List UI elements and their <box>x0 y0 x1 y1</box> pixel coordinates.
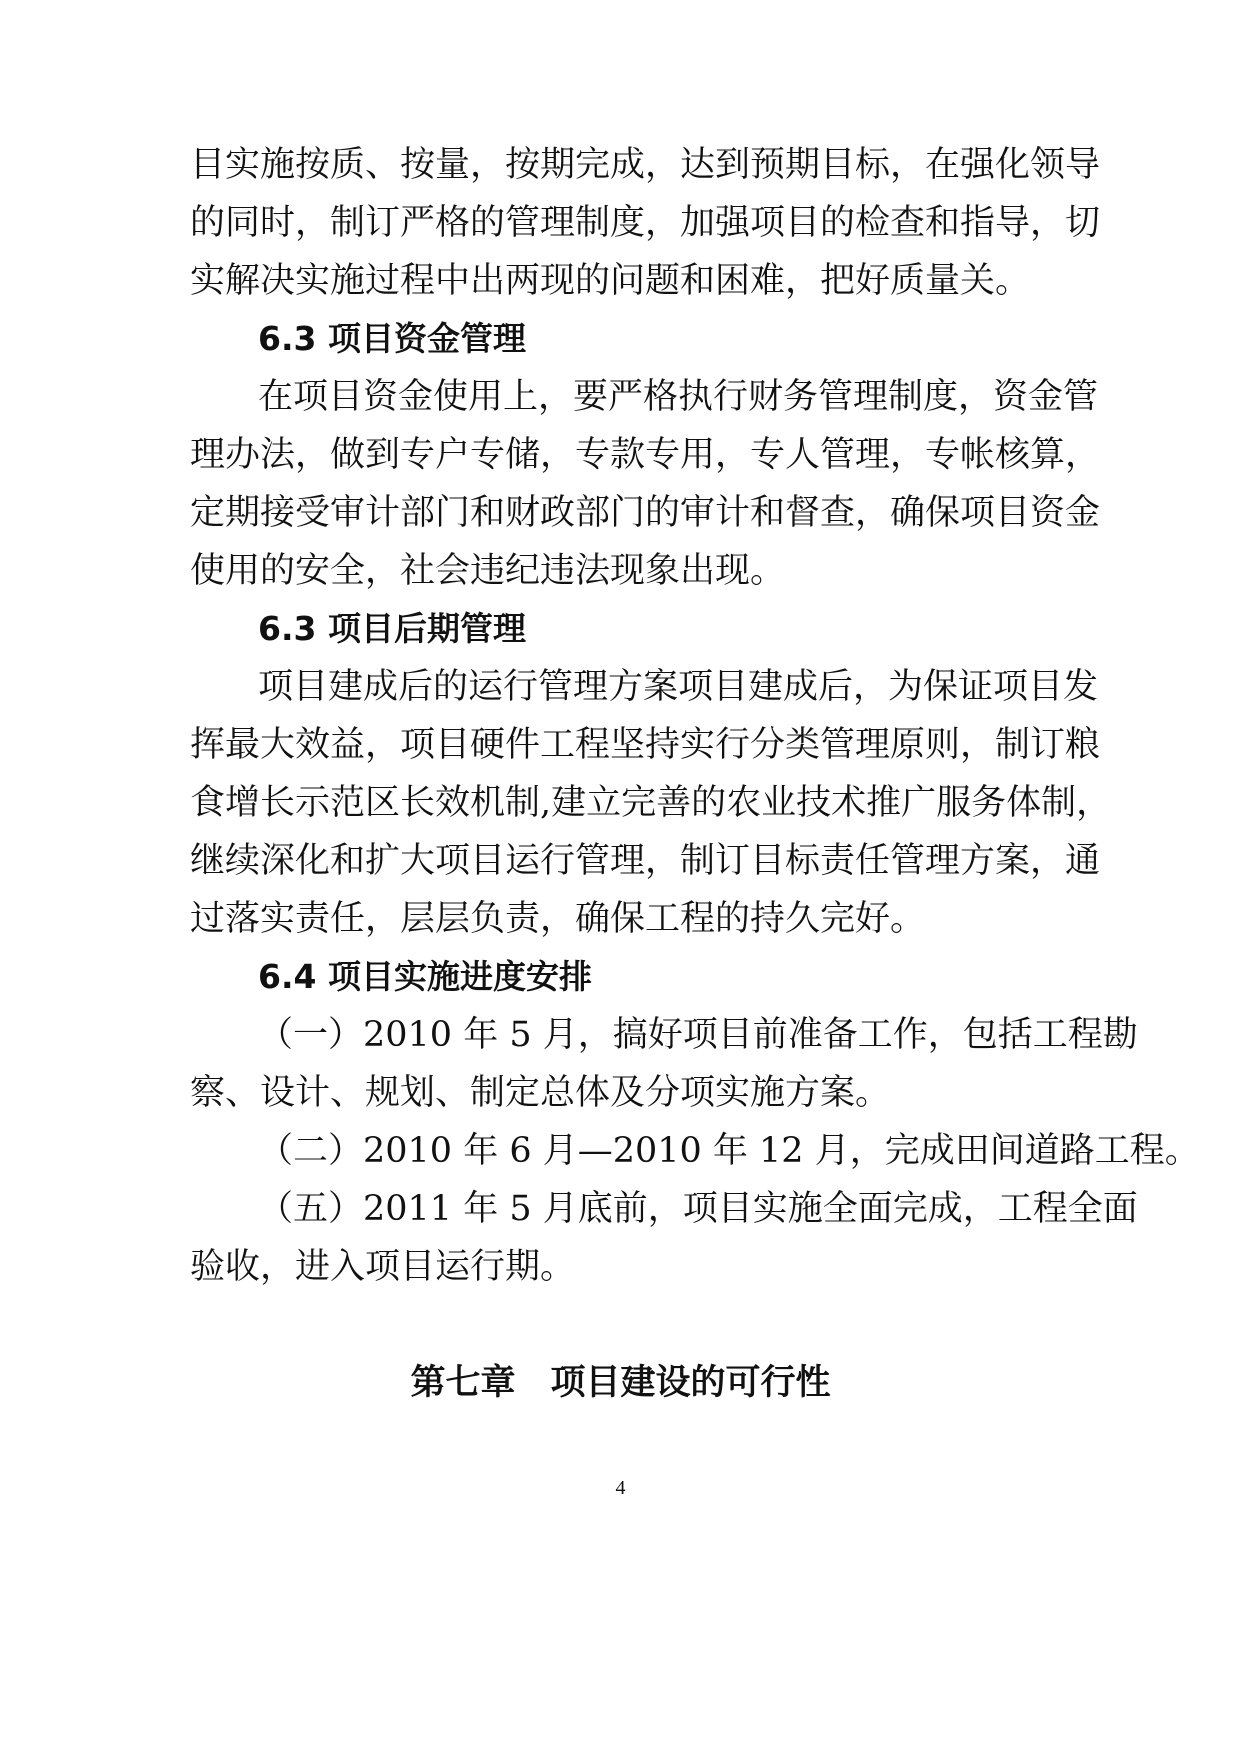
section-heading-post-management: 6.3 项目后期管理 <box>258 609 526 648</box>
paragraph-line: 目实施按质、按量，按期完成，达到预期目标，在强化领导 <box>190 145 1101 185</box>
schedule-item: （五）2011 年 5 月底前，项目实施全面完成，工程全面 <box>258 1189 1138 1229</box>
paragraph-line: 验收，进入项目运行期。 <box>190 1247 576 1287</box>
paragraph-line: 挥最大效益，项目硬件工程坚持实行分类管理原则，制订粮 <box>190 725 1101 765</box>
paragraph-line: 定期接受审计部门和财政部门的审计和督查，确保项目资金 <box>190 493 1101 533</box>
section-heading-funds: 6.3 项目资金管理 <box>258 319 526 358</box>
paragraph-line: 继续深化和扩大项目运行管理，制订目标责任管理方案，通 <box>190 841 1101 881</box>
paragraph-line: 的同时，制订严格的管理制度，加强项目的检查和指导，切 <box>190 203 1101 243</box>
section-heading-schedule: 6.4 项目实施进度安排 <box>258 957 592 996</box>
paragraph-line: 在项目资金使用上，要严格执行财务管理制度，资金管 <box>258 377 1099 417</box>
paragraph-line: 过落实责任，层层负责，确保工程的持久完好。 <box>190 899 926 939</box>
chapter-title: 第七章 项目建设的可行性 <box>410 1363 831 1403</box>
paragraph-line: 察、设计、规划、制定总体及分项实施方案。 <box>190 1073 891 1113</box>
paragraph-line: 食增长示范区长效机制,建立完善的农业技术推广服务体制， <box>190 783 1112 823</box>
page-number: 4 <box>615 1477 626 1499</box>
paragraph-line: 理办法，做到专户专储，专款专用，专人管理，专帐核算， <box>190 435 1101 475</box>
paragraph-line: 项目建成后的运行管理方案项目建成后，为保证项目发 <box>258 667 1099 707</box>
schedule-item: （二）2010 年 6 月—2010 年 12 月，完成田间道路工程。 <box>258 1131 1200 1171</box>
paragraph-line: 实解决实施过程中出两现的问题和困难，把好质量关。 <box>190 261 1031 301</box>
schedule-item: （一）2010 年 5 月，搞好项目前准备工作，包括工程勘 <box>258 1015 1138 1055</box>
paragraph-line: 使用的安全，社会违纪违法现象出现。 <box>190 551 786 591</box>
